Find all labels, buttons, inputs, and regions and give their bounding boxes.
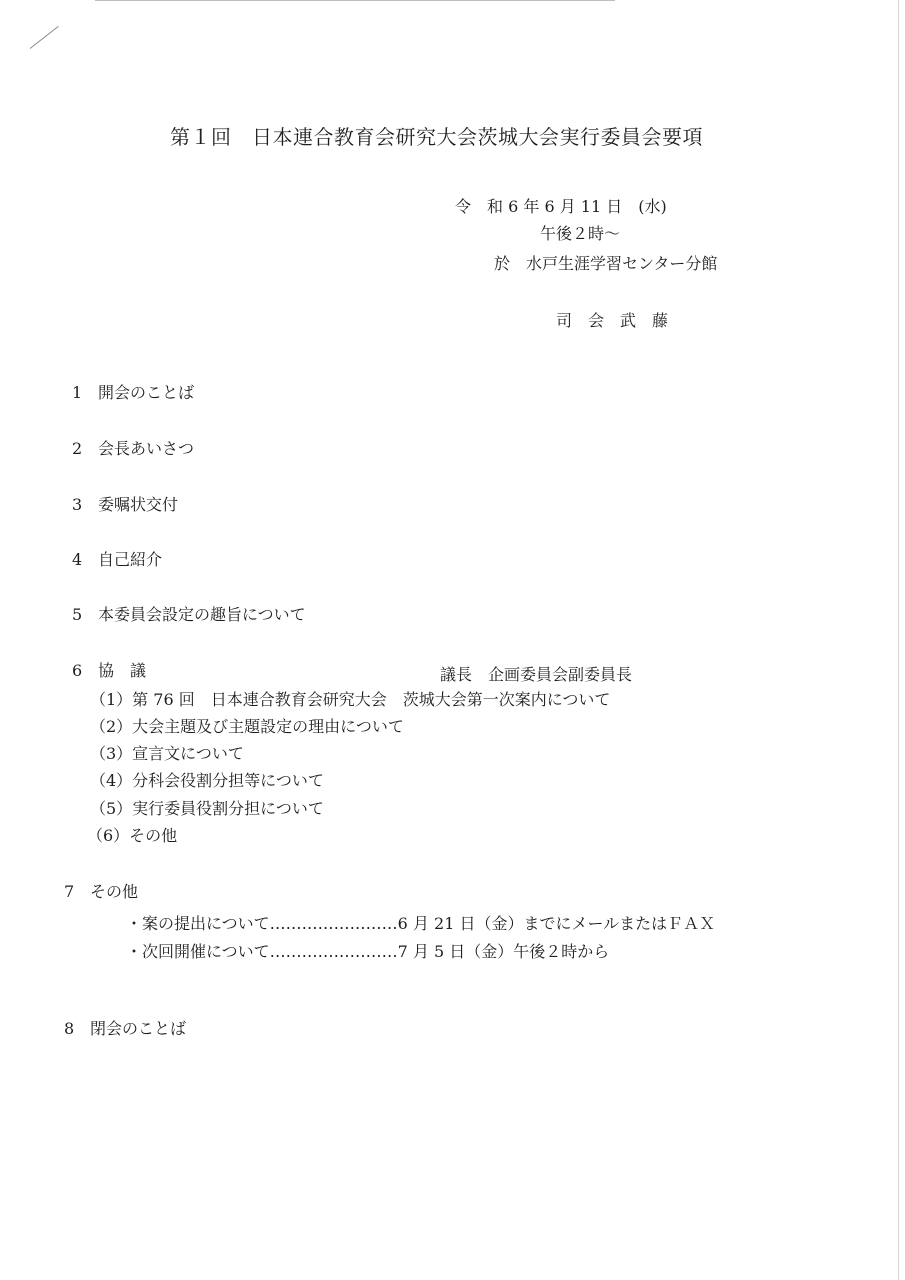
meeting-venue: 於 水戸生涯学習センター分館 [494,254,718,273]
agenda-item-label: 自己紹介 [98,550,163,569]
meeting-date: 令 和 6 年 6 月 11 日 (水) [455,197,667,216]
scan-border-top [95,0,615,1]
agenda-item-5 [72,605,306,625]
agenda-item-label: 委嘱状交付 [98,495,179,514]
agenda-item-number: 2 [72,439,83,458]
other-item-submission: ・案の提出について……………………6 月 21 日（金）までにメールまたはＦＡＸ [126,914,716,933]
discussion-item-5: （5）実行委員役割分担について [90,799,324,818]
agenda-item-label: 協 議 [98,661,147,680]
discussion-chair-note: 議長 企画委員会副委員長 [440,665,633,684]
agenda-item-number: 8 [64,1019,75,1038]
agenda-item-number: 4 [72,550,83,569]
agenda-item-label: 本委員会設定の趣旨について [98,605,306,624]
pencil-mark [30,26,59,49]
discussion-item-1: （1）第 76 回 日本連合教育会研究大会 茨城大会第一次案内について [90,690,611,709]
document-title: 第１回 日本連合教育会研究大会茨城大会実行委員会要項 [170,125,703,149]
agenda-item-2 [72,439,194,459]
agenda-item-number: 6 [72,661,83,680]
agenda-item-7 [64,882,138,902]
agenda-item-3 [72,495,178,515]
scan-border-right [898,0,899,1280]
agenda-item-label: 閉会のことば [90,1019,187,1038]
discussion-item-3: （3）宣言文について [90,744,244,763]
agenda-item-1 [72,383,194,403]
meeting-time: 午後２時～ [540,224,621,243]
agenda-item-label: 会長あいさつ [98,439,195,458]
agenda-item-4 [72,550,162,570]
discussion-item-6: （6）その他 [87,826,178,845]
other-item-next-meeting: ・次回開催について……………………7 月 5 日（金）午後２時から [126,942,610,961]
agenda-item-6 [72,661,146,681]
agenda-item-number: 3 [72,495,83,514]
agenda-item-8 [64,1019,186,1039]
agenda-item-label: 開会のことば [98,383,195,402]
agenda-item-number: 7 [64,882,75,901]
discussion-item-4: （4）分科会役割分担等について [90,771,324,790]
discussion-item-2: （2）大会主題及び主題設定の理由について [90,717,404,736]
agenda-item-label: その他 [90,882,139,901]
agenda-item-number: 1 [72,383,83,402]
agenda-item-number: 5 [72,605,83,624]
meeting-chair: 司 会 武 藤 [556,311,669,330]
